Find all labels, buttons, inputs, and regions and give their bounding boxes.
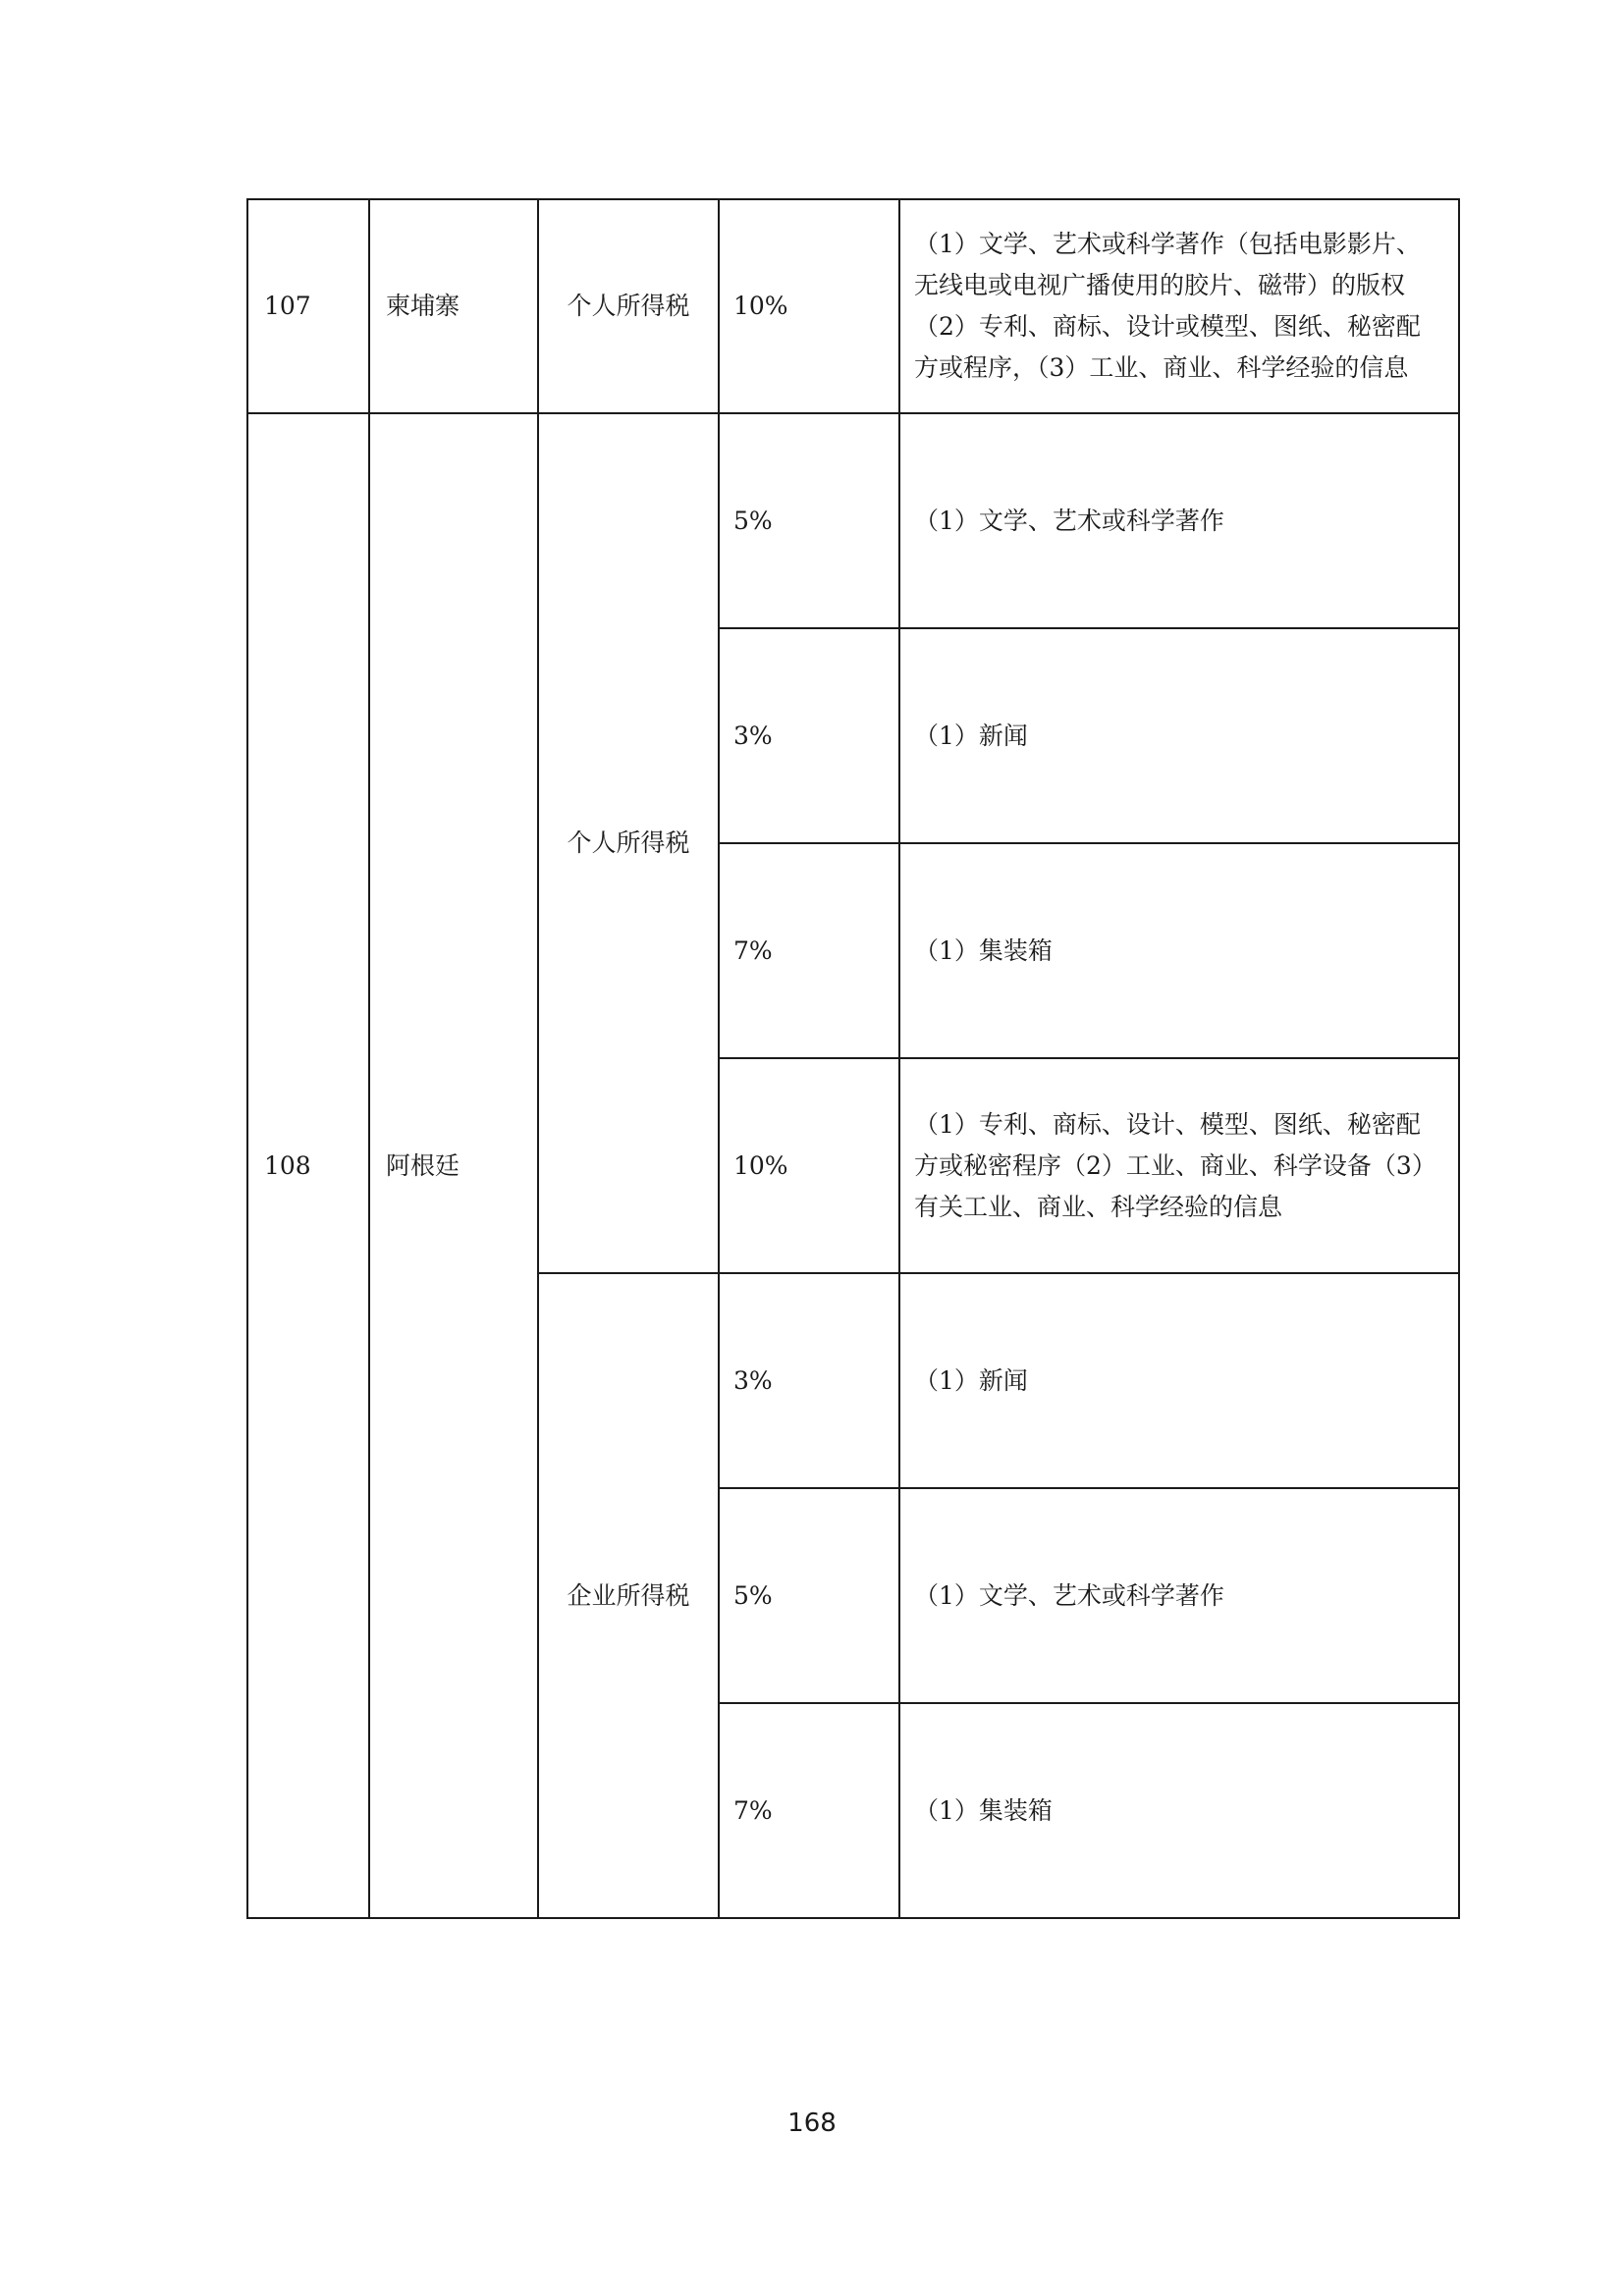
rate-cell: 7%: [719, 843, 899, 1058]
rate-cell: 10%: [719, 199, 899, 413]
tax-rate-table: [246, 198, 1460, 1919]
tax-type-cell: 个人所得税: [538, 413, 719, 1273]
rate-cell: 3%: [719, 1273, 899, 1488]
table-row: [247, 199, 1459, 413]
tax-type-cell: 企业所得税: [538, 1273, 719, 1918]
country-cell: 阿根廷: [369, 413, 538, 1918]
rate-cell: 7%: [719, 1703, 899, 1918]
rate-cell: 10%: [719, 1058, 899, 1273]
rate-cell: 5%: [719, 413, 899, 628]
description-cell: （1）新闻: [899, 1273, 1459, 1488]
description-cell: （1）文学、艺术或科学著作（包括电影影片、无线电或电视广播使用的胶片、磁带）的版权（2）专利、商标、设计或模型、图纸、秘密配方或程序，（3）工业、商业、科学经验的信息: [899, 199, 1459, 413]
rate-cell: 5%: [719, 1488, 899, 1703]
tax-type-cell: 个人所得税: [538, 199, 719, 413]
description-cell: （1）文学、艺术或科学著作: [899, 413, 1459, 628]
page-number: 168: [787, 2109, 837, 2138]
description-cell: （1）文学、艺术或科学著作: [899, 1488, 1459, 1703]
row-number-cell: 108: [247, 413, 369, 1918]
description-cell: （1）新闻: [899, 628, 1459, 843]
description-cell: （1）集装箱: [899, 843, 1459, 1058]
description-cell: （1）专利、商标、设计、模型、图纸、秘密配方或秘密程序（2）工业、商业、科学设备（3）有关工业、商业、科学经验的信息: [899, 1058, 1459, 1273]
rate-cell: 3%: [719, 628, 899, 843]
country-cell: 柬埔寨: [369, 199, 538, 413]
table-row: [247, 413, 1459, 628]
description-cell: （1）集装箱: [899, 1703, 1459, 1918]
row-number-cell: 107: [247, 199, 369, 413]
